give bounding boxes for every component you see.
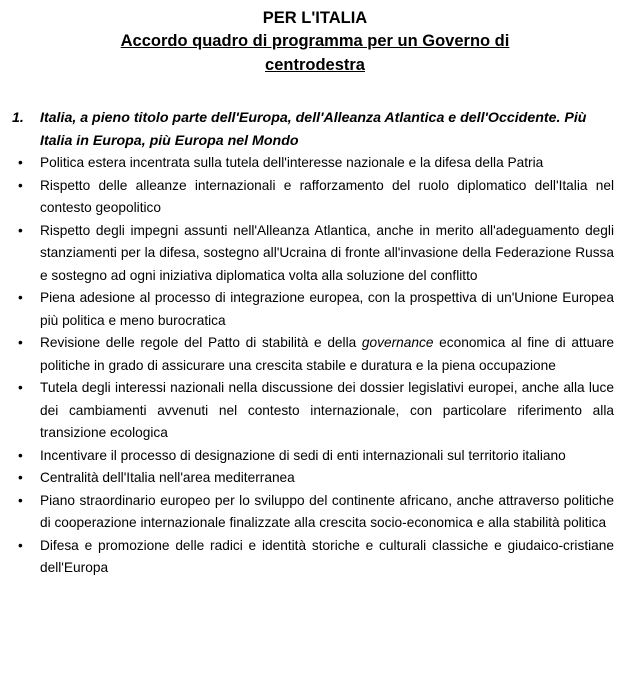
- list-item-text: Difesa e promozione delle radici e identità storiche e culturali classiche e giudaico-cristiane dell'Europa: [40, 537, 614, 575]
- bullet-icon: •: [18, 155, 23, 170]
- list-item-text-italic: governance: [361, 335, 434, 350]
- bullet-icon: •: [18, 447, 23, 463]
- list-item: [12, 445, 618, 468]
- list-item-text: Centralità dell'Italia nell'area mediterranea: [40, 470, 295, 485]
- list-item: [12, 152, 618, 175]
- section-number: 1.: [12, 110, 24, 126]
- list-item-text: Politica estera incentrata sulla tutela dell'interesse nazionale e la difesa della Patria: [40, 155, 544, 170]
- section-heading-text: Italia, a pieno titolo parte dell'Europa, dell'Alleanza Atlantica e dell'Occidente. Più Italia in Europa, più Europa nel Mondo: [40, 110, 587, 149]
- document-title: PER L'ITALIA: [262, 9, 368, 27]
- list-item: [12, 490, 618, 535]
- list-item-text: Tutela degli interessi nazionali nella discussione dei dossier legislativi europei, anche alla luce dei cambiamenti avvenuti nel contesto internazionale, con particolare riferimento alla transizione ecologica: [40, 380, 614, 440]
- list-item: [12, 175, 618, 220]
- list-item: [12, 332, 618, 377]
- list-item-text-after: economica al fine di attuare politiche in grado di assicurare una crescita stabile e duratura e la piena occupazione: [40, 335, 614, 373]
- list-item: [12, 467, 618, 490]
- list-item-text: Piano straordinario europeo per lo sviluppo del continente africano, anche attraverso politiche di cooperazione internazionale finalizzate alla crescita socio-economica e alla stabilità politica: [40, 492, 614, 530]
- section-1: [12, 107, 618, 580]
- bullet-icon: •: [18, 335, 23, 350]
- list-item-text: Rispetto delle alleanze internazionali e rafforzamento del ruolo diplomatico dell'Italia nel contesto geopolitico: [40, 177, 614, 215]
- list-item-text: [40, 332, 618, 377]
- list-item: [12, 287, 618, 332]
- list-item: [12, 377, 618, 445]
- bullet-icon: •: [18, 177, 23, 193]
- bullet-icon: •: [18, 470, 23, 485]
- bullet-icon: •: [18, 492, 23, 508]
- list-item: [12, 220, 618, 288]
- list-item-text: Incentivare il processo di designazione di sedi di enti internazionali sul territorio italiano: [40, 447, 566, 463]
- bullet-icon: •: [18, 380, 23, 395]
- bullet-list: [12, 152, 618, 580]
- bullet-icon: •: [18, 290, 23, 305]
- list-item-text: Piena adesione al processo di integrazione europea, con la prospettiva di un'Unione Europea più politica e meno burocratica: [40, 290, 614, 328]
- bullet-icon: •: [18, 537, 23, 553]
- document-subtitle: Accordo quadro di programma per un Governo di centrodestra: [120, 32, 510, 74]
- bullet-icon: •: [18, 222, 23, 238]
- list-item-text-before: Revisione delle regole del Patto di stabilità e della: [40, 335, 362, 350]
- section-heading: [12, 107, 618, 152]
- list-item-text: Rispetto degli impegni assunti nell'Alleanza Atlantica, anche in merito all'adeguamento degli stanziamenti per la difesa, sostegno all'Ucraina di fronte all'invasione della Federazione Russa e sostegno ad ogni iniziativa diplomatica volta alla soluzione del conflitto: [40, 222, 614, 283]
- list-item: [12, 535, 618, 580]
